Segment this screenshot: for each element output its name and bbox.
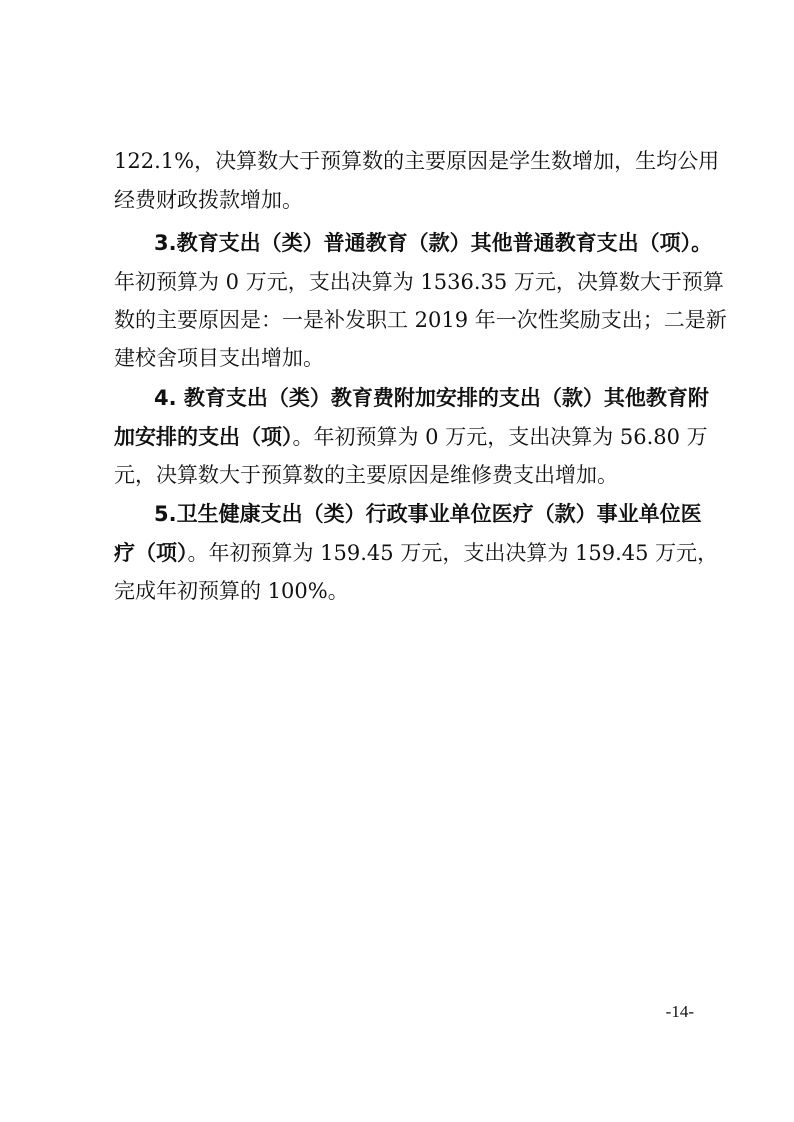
text-line: 年初预算为 0 万元，支出决算为 1536.35 万元，决算数大于预算 (114, 270, 724, 294)
section-heading-continued: 疗（项） (114, 541, 188, 565)
text-inline: 。年初预算为 0 万元，支出决算为 56.80 万 (292, 425, 708, 449)
text-line: 122.1%，决算数大于预算数的主要原因是学生数增加，生均公用 (114, 149, 720, 173)
text-line (114, 538, 794, 568)
section-heading-continued: 加安排的支出（项） (114, 425, 293, 449)
section-heading: 5.卫生健康支出（类）行政事业单位医疗（款）事业单位医 (154, 502, 702, 526)
text-line: 经费财政拨款增加。 (114, 188, 303, 212)
text-inline: 。年初预算为 159.45 万元，支出决算为 159.45 万元， (187, 541, 719, 565)
text-line (114, 422, 794, 452)
text-line: 完成年初预算的 100%。 (114, 579, 349, 603)
page-number: -14- (665, 1002, 694, 1021)
text-line: 数的主要原因是：一是补发职工 2019 年一次性奖励支出；二是新 (114, 308, 727, 332)
section-heading: 4. 教育支出（类）教育费附加安排的支出（款）其他教育附 (154, 386, 709, 410)
text-line: 元，决算数大于预算数的主要原因是维修费支出增加。 (114, 463, 618, 487)
text-line: 建校舍项目支出增加。 (114, 346, 324, 370)
section-heading: 3.教育支出（类）普通教育（款）其他普通教育支出（项）。 (154, 231, 713, 255)
